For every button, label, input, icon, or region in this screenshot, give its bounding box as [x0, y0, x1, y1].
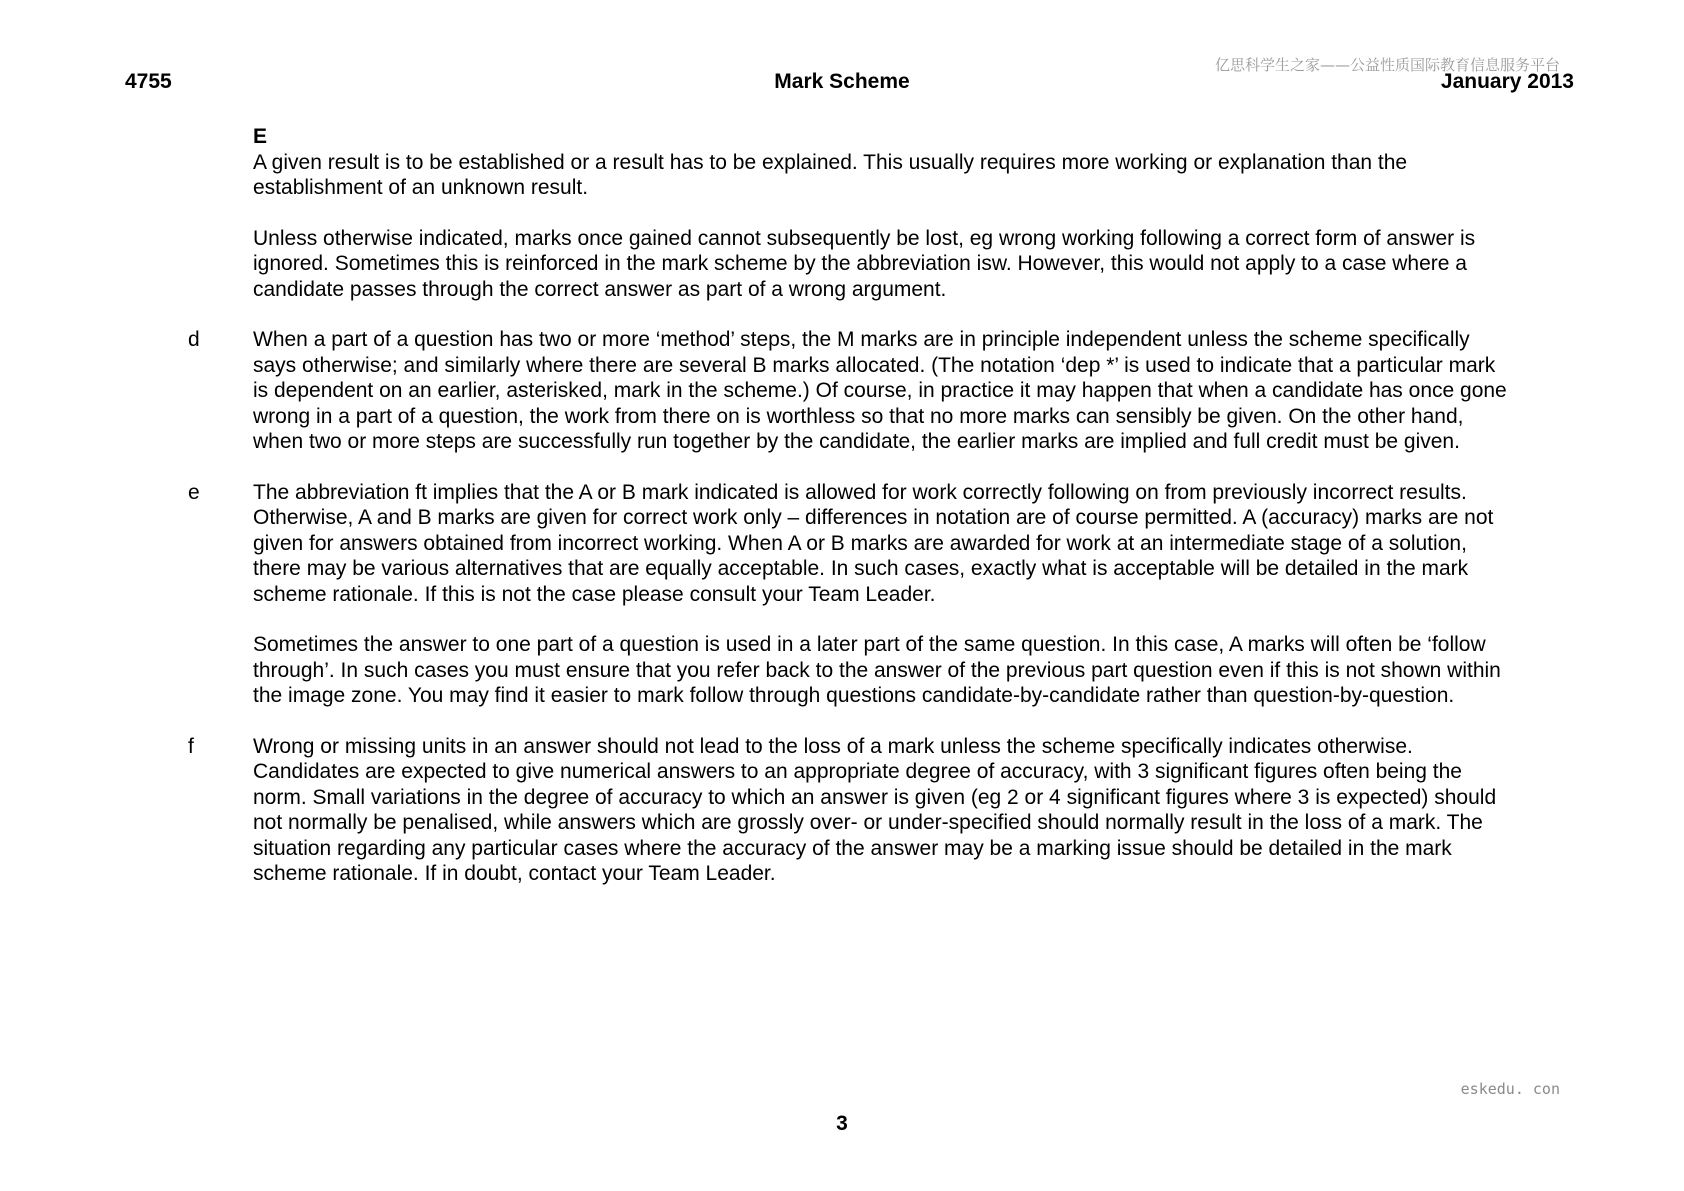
watermark-text: 亿思科学生之家——公益性质国际教育信息服务平台 — [1214, 56, 1560, 74]
header-title: Mark Scheme — [774, 70, 910, 93]
paragraph-marker: d — [188, 328, 200, 351]
paragraph-marker: e — [188, 480, 200, 504]
paragraph-marker: f — [188, 734, 194, 758]
watermark-url: eskedu. con — [1460, 1080, 1560, 1098]
paragraph-text: Sometimes the answer to one part of a question is used in a later part of the same question. In this case, A marks will often be ‘follow through’. In such cases you must ensure that you refer back to the answer of the previous part question even if this is not shown within the image zone. You may find it easier to mark follow through questions candidate-by-candidate rather than question-by-question. — [253, 633, 1501, 707]
header-date: January 2013 — [1440, 70, 1574, 93]
paragraph-block — [0, 327, 1684, 455]
paragraph-block — [0, 226, 1684, 303]
paragraph-text: The abbreviation ft implies that the A or B mark indicated is allowed for work correctly following on from previously incorrect results. Otherwise, A and B marks are given for correct work only – differences in notation are of course permitted. A (accuracy) marks are not given for answers obtained from incorrect working. When A or B marks are awarded for work at an intermediate stage of a solution, there may be various alternatives that are equally acceptable. In such cases, exactly what is acceptable will be detailed in the mark scheme rationale. If this is not the case please consult your Team Leader. — [253, 480, 1494, 606]
section-heading: E — [253, 125, 268, 148]
paragraph-block — [0, 734, 1684, 887]
page-number: 3 — [836, 1112, 848, 1135]
paragraph-block — [0, 150, 1684, 201]
paragraph-text: A given result is to be established or a result has to be explained. This usually requires more working or explanation than the establishment of an unknown result. — [253, 150, 1408, 199]
paragraph-text: Wrong or missing units in an answer should not lead to the loss of a mark unless the scheme specifically indicates otherwise. Candidates are expected to give numerical answers to an appropriate degree of accuracy, with 3 significant figures often being the norm. Small variations in the degree of accuracy to which an answer is given (eg 2 or 4 significant figures where 3 is expected) should not normally be penalised, while answers which are grossly over- or under-specified should normally result in the loss of a mark. The situation regarding any particular cases where the accuracy of the answer may be a marking issue should be detailed in the mark scheme rationale. If in doubt, contact your Team Leader. — [253, 734, 1497, 885]
page-content — [0, 124, 1684, 912]
header-paper-code: 4755 — [125, 70, 172, 93]
paragraph-text: When a part of a question has two or more ‘method’ steps, the M marks are in principle independent unless the scheme specifically says otherwise; and similarly where there are several B marks allocated. (The notation ‘dep *’ is used to indicate that a particular mark is dependent on an earlier, asterisked, mark in the scheme.) Of course, in practice it may happen that when a candidate has once gone wrong in a part of a question, the work from there on is worthless so that no more marks can sensibly be given. On the other hand, when two or more steps are successfully run together by the candidate, the earlier marks are implied and full credit must be given. — [253, 328, 1507, 453]
paragraph-block — [0, 480, 1684, 608]
paragraph-text: Unless otherwise indicated, marks once gained cannot subsequently be lost, eg wrong working following a correct form of answer is ignored. Sometimes this is reinforced in the mark scheme by the abbreviation isw. However, this would not apply to a case where a candidate passes through the correct answer as part of a wrong argument. — [253, 226, 1476, 301]
paragraph-block — [0, 632, 1684, 709]
